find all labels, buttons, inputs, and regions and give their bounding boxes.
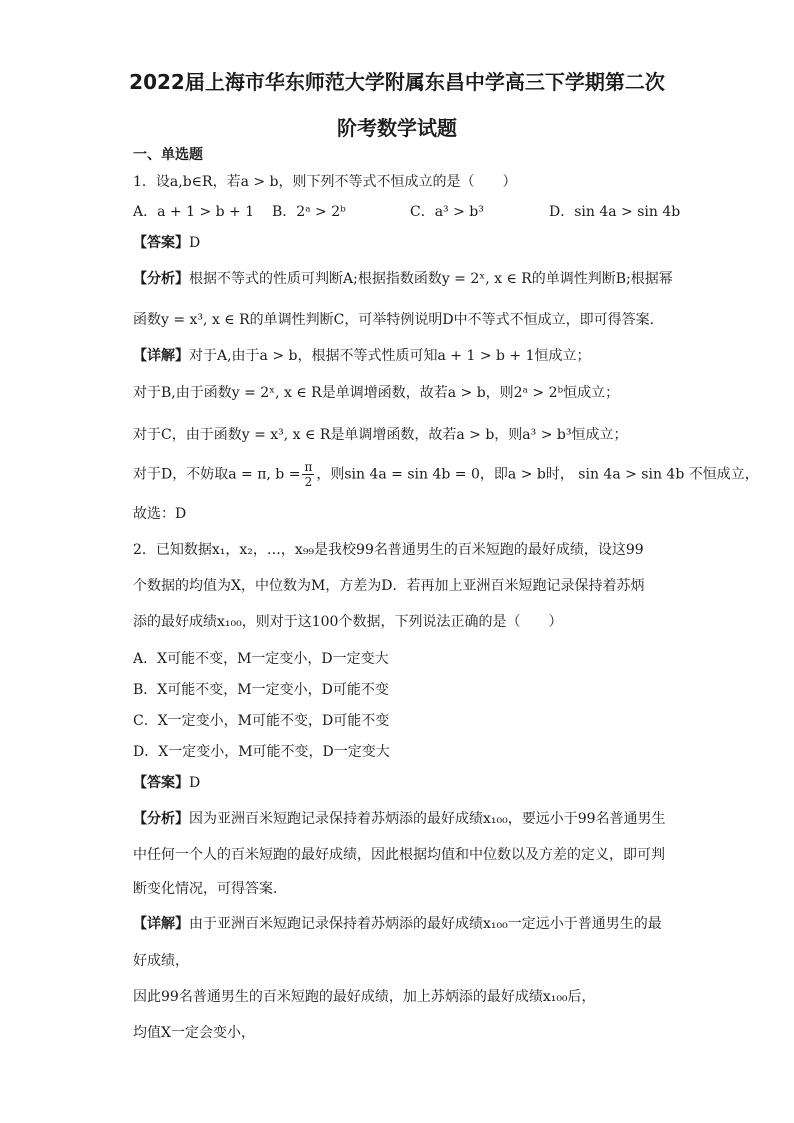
q1-option-b: B．2ᵃ > 2ᵇ (272, 204, 346, 220)
q2-answer (133, 774, 200, 792)
fraction-pi-over-2 (302, 460, 314, 489)
q2-detail-line-3: 因此99名普通男生的百米短跑的最好成绩，加上苏炳添的最好成绩x₁₀₀后， (133, 989, 596, 1005)
q1-detail-line-2: 对于B,由于函数y = 2ˣ, x ∈ R是单调增函数，故若a > b，则2ᵃ > 2ᵇ恒成立； (133, 385, 620, 401)
q1-detail-line-3: 对于C，由于函数y = x³, x ∈ R是单调增函数，故若a > b，则a³ > b³恒成立； (133, 427, 628, 443)
q1-analysis-line-1 (133, 270, 673, 288)
answer-value: D (189, 775, 201, 791)
fraction-numerator: π (304, 460, 313, 474)
q2-analysis-line-1 (133, 810, 666, 828)
q1-stem: 1．设a,b∈R，若a > b，则下列不等式不恒成立的是（ ） (133, 174, 517, 190)
q2-option-a: A．X可能不变，M一定变小，D一定变大 (133, 651, 389, 667)
q2-stem-line-2: 个数据的均值为X，中位数为M，方差为D．若再加上亚洲百米短跑记录保持着苏炳 (133, 578, 645, 594)
q1-option-d: D．sin 4a > sin 4b (549, 204, 681, 220)
answer-tag: 【答案】 (133, 235, 189, 251)
analysis-text: 根据不等式的性质可判断A;根据指数函数y = 2ˣ, x ∈ R的单调性判断B;根据幂 (189, 271, 673, 287)
q2-stem-line-3: 添的最好成绩x₁₀₀，则对于这100个数据，下列说法正确的是（ ） (133, 614, 563, 630)
q2-detail-line-1 (133, 915, 662, 933)
q1-analysis-line-2: 函数y = x³, x ∈ R的单调性判断C，可举特例说明D中不等式不恒成立，即可得答案. (133, 312, 655, 328)
answer-value: D (189, 235, 201, 251)
q2-analysis-line-2: 中任何一个人的百米短跑的最好成绩，因此根据均值和中位数以及方差的定义，即可判 (133, 847, 665, 863)
fraction-denominator: 2 (304, 475, 313, 489)
detail-line-4-end: ，则sin 4a = sin 4b = 0，即a > b时， sin 4a > sin 4b 不恒成立， (316, 466, 759, 483)
detail-text: 由于亚洲百米短跑记录保持着苏炳添的最好成绩x₁₀₀一定远小于普通男生的最 (189, 916, 662, 932)
q1-answer (133, 234, 200, 252)
detail-text: 对于A,由于a > b，根据不等式性质可知a + 1 > b + 1恒成立； (189, 348, 591, 364)
q2-option-d: D．X一定变小，M可能不变，D一定变大 (133, 744, 390, 760)
q2-stem-line-1: 2．已知数据x₁，x₂，…，x₉₉是我校99名普通男生的百米短跑的最好成绩，设这99 (133, 542, 644, 558)
q1-detail-line-5: 故选：D (133, 506, 187, 522)
q2-option-b: B．X可能不变，M一定变小，D可能不变 (133, 682, 389, 698)
analysis-text: 因为亚洲百米短跑记录保持着苏炳添的最好成绩x₁₀₀，要远小于99名普通男生 (189, 811, 666, 827)
detail-tag: 【详解】 (133, 916, 189, 932)
q1-option-a: A．a + 1 > b + 1 (133, 204, 255, 220)
q2-detail-line-4: 均值X一定会变小， (133, 1025, 255, 1041)
detail-line-4-start: 对于D，不妨取a = π, b = (133, 466, 301, 483)
q1-option-c: C．a³ > b³ (410, 204, 484, 220)
q1-detail-line-1 (133, 347, 591, 365)
q1-detail-line-4 (133, 460, 759, 489)
q2-analysis-line-3: 断变化情况，可得答案. (133, 881, 278, 897)
answer-tag: 【答案】 (133, 775, 189, 791)
q2-option-c: C．X一定变小，M可能不变，D可能不变 (133, 713, 390, 729)
title-line-2: 阶考数学试题 (337, 116, 457, 140)
q2-detail-line-2: 好成绩， (133, 953, 189, 969)
analysis-tag: 【分析】 (133, 811, 189, 827)
title-line-1: 2022届上海市华东师范大学附属东昌中学高三下学期第二次 (129, 70, 665, 94)
detail-tag: 【详解】 (133, 348, 189, 364)
analysis-tag: 【分析】 (133, 271, 189, 287)
section-heading: 一、单选题 (133, 147, 203, 163)
